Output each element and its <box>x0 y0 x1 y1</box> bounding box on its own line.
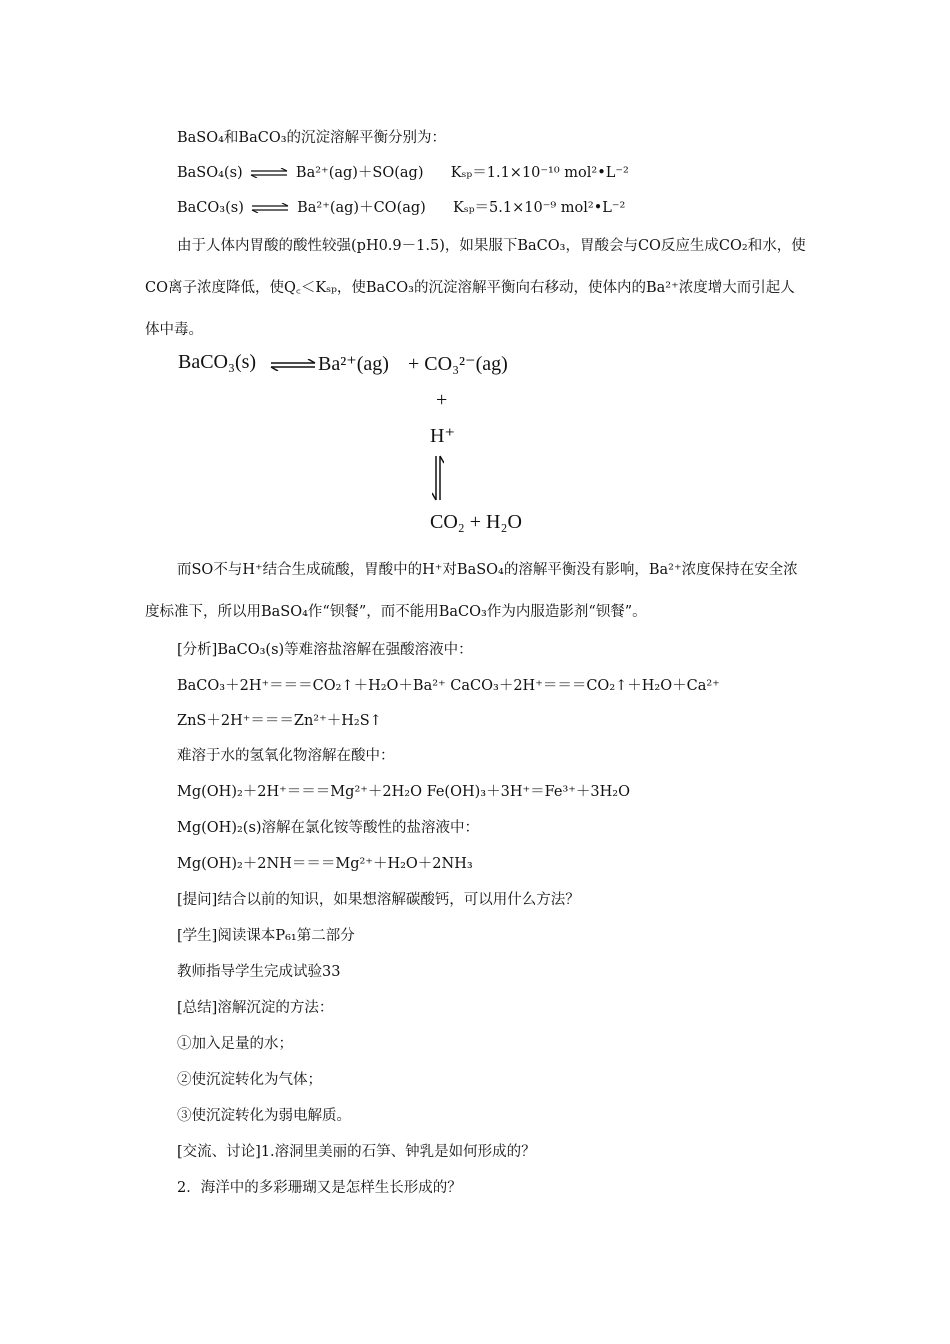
line-method-2: ②使沉淀转化为气体； <box>177 1072 322 1088</box>
line-ammonium-reaction: Mg(OH)₂＋2NH＝＝＝Mg²⁺＋H₂O＋2NH₃ <box>177 856 473 872</box>
line-analysis: [分析]BaCO₃(s)等难溶盐溶解在强酸溶液中： <box>177 642 473 658</box>
paragraph-baso4-safety: 而SO不与H⁺结合生成硫酸，胃酸中的H⁺对BaSO₄的溶解平衡没有影响，Ba²⁺浓度保持在安全浓度标准下，所以用BaSO₄作“钡餐”，而不能用BaCO₃作为内服造影剂“钡餐”。 <box>145 562 798 620</box>
equilibrium-arrow-icon <box>249 168 289 178</box>
line-student: [学生]阅读课本P₆₁第二部分 <box>177 928 355 944</box>
eq1-right: Ba²⁺(ag)＋SO(ag) <box>295 165 424 181</box>
line-teacher: 教师指导学生完成试验33 <box>177 964 341 980</box>
eq1-left: BaSO₄(s) <box>177 165 243 181</box>
line-ammonium-heading: Mg(OH)₂(s)溶解在氯化铵等酸性的盐溶液中： <box>177 820 480 836</box>
paragraph-gastric-acid: 由于人体内胃酸的酸性较强(pH0.9－1.5)，如果服下BaCO₃，胃酸会与CO反应生成CO₂和水，使CO离子浓度降低，使Q꜀＜Kₛₚ，使BaCO₃的沉淀溶解平衡向右移动，使体内的Ba²⁺浓度增大而引起人体中毒。 <box>145 238 806 338</box>
equilibrium-baso4 <box>177 163 629 183</box>
line-discussion-2: 2．海洋中的多彩珊瑚又是怎样生长形成的？ <box>177 1180 462 1196</box>
eq2-left: BaCO₃(s) <box>177 200 244 216</box>
line-hydroxide-reactions: Mg(OH)₂＋2H⁺＝＝＝Mg²⁺＋2H₂O Fe(OH)₃＋3H⁺＝Fe³⁺＋3H₂O <box>177 784 631 800</box>
equilibrium-arrow-icon <box>250 203 290 213</box>
scheme-ba-ion: Ba²⁺(ag) <box>318 353 389 375</box>
vertical-equilibrium-arrow-icon <box>432 455 444 501</box>
eq1-ksp: Kₛₚ＝1.1×10⁻¹⁰ mol²•L⁻² <box>450 165 629 181</box>
scheme-products: CO₂ + H₂O <box>430 511 522 533</box>
line-zns-reaction: ZnS＋2H⁺＝＝＝Zn²⁺＋H₂S↑ <box>177 713 382 729</box>
line-method-3: ③使沉淀转化为弱电解质。 <box>177 1108 351 1124</box>
eq2-ksp: Kₛₚ＝5.1×10⁻⁹ mol²•L⁻² <box>453 200 626 216</box>
line-method-1: ①加入足量的水； <box>177 1036 293 1052</box>
line-summary: [总结]溶解沉淀的方法： <box>177 1000 334 1016</box>
intro-line: BaSO₄和BaCO₃的沉淀溶解平衡分别为： <box>177 130 447 146</box>
scheme-co3-ion: + CO₃²⁻(ag) <box>408 353 508 375</box>
line-question: [提问]结合以前的知识，如果想溶解碳酸钙，可以用什么方法？ <box>177 892 580 908</box>
scheme-baco3: BaCO₃(s) <box>178 351 257 373</box>
equilibrium-arrow-icon <box>270 359 316 371</box>
scheme-hplus: H⁺ <box>430 425 455 447</box>
equilibrium-baco3 <box>177 198 625 218</box>
line-discussion-1: [交流、讨论]1.溶洞里美丽的石笋、钟乳是如何形成的？ <box>177 1144 536 1160</box>
reaction-scheme <box>178 345 598 545</box>
eq2-right: Ba²⁺(ag)＋CO(ag) <box>297 200 426 216</box>
line-carbonate-reactions: BaCO₃＋2H⁺＝＝＝CO₂↑＋H₂O＋Ba²⁺ CaCO₃＋2H⁺＝＝＝CO₂↑＋H₂O＋Ca²⁺ <box>177 678 720 694</box>
scheme-plus: + <box>436 389 448 411</box>
line-hydroxide-heading: 难溶于水的氢氧化物溶解在酸中： <box>177 748 395 764</box>
